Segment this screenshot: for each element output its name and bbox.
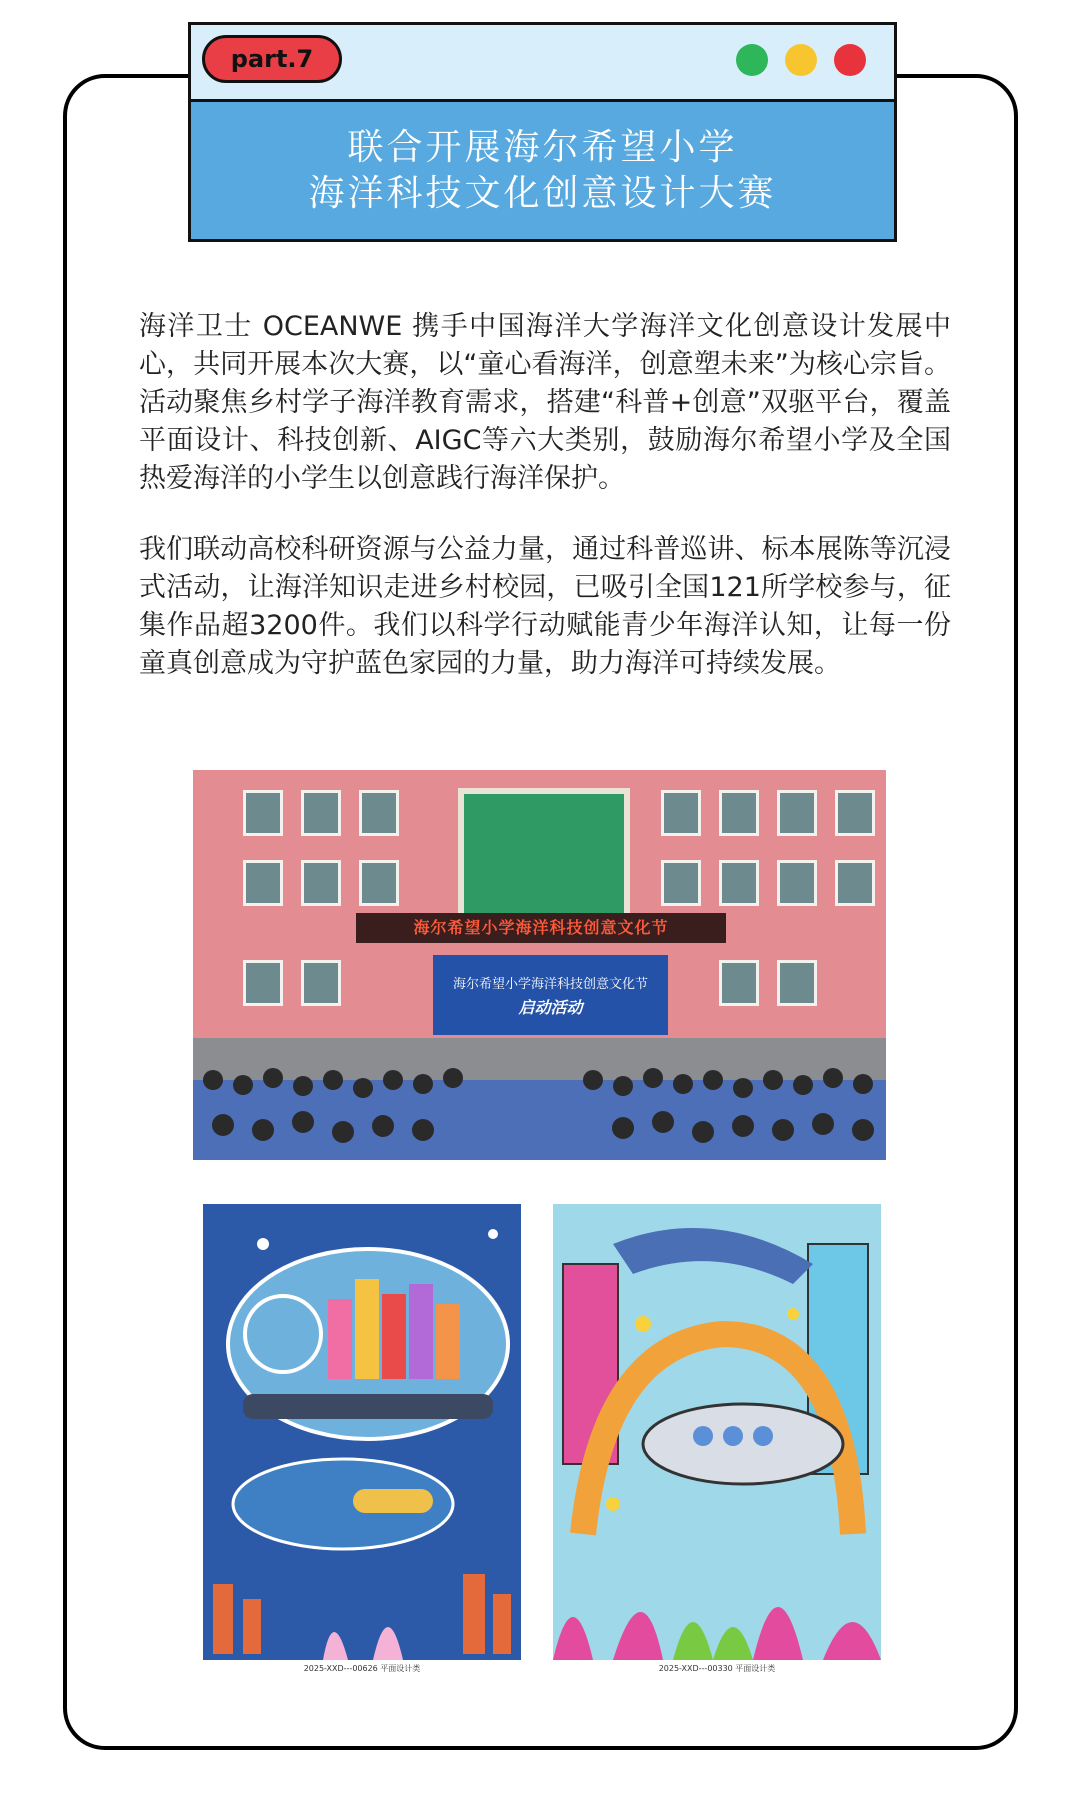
impact-paragraph: 我们联动高校科研资源与公益力量，通过科普巡讲、标本展陈等沉浸式活动，让海洋知识走进乡村校园，已吸引全国121所学校参与，征集作品超3200件。我们以科学行动赋能青少年海洋认知，让每一份童真创意成为守护蓝色家园的力量，助力海洋可持续发展。	[139, 534, 951, 679]
artwork-caption: 2025-XXD---00626 平面设计类	[303, 1664, 421, 1673]
part-badge: part.7	[202, 35, 342, 83]
stage-title: 海尔希望小学海洋科技创意文化节	[452, 977, 648, 992]
led-banner: 海尔希望小学海洋科技创意文化节	[356, 913, 726, 943]
building-window	[719, 790, 759, 836]
window-titlebar	[191, 25, 894, 102]
title-panel	[191, 102, 894, 239]
title-line-2: 海洋科技文化创意设计大赛	[308, 172, 777, 214]
artwork-caption: 2025-XXD---00330 平面设计类	[658, 1664, 776, 1673]
artwork-whale-city	[203, 1204, 521, 1660]
building-window	[777, 860, 817, 906]
building-window	[777, 790, 817, 836]
title-window	[188, 22, 897, 242]
building-window	[359, 860, 399, 906]
red-dot-icon	[834, 44, 866, 76]
event-photo	[193, 770, 886, 1160]
building-window	[243, 790, 283, 836]
building-window	[243, 960, 283, 1006]
building-window	[835, 860, 875, 906]
building-window	[835, 790, 875, 836]
audience-crowd	[193, 1050, 886, 1160]
building-window	[661, 790, 701, 836]
building-window	[301, 960, 341, 1006]
building-window	[719, 860, 759, 906]
green-dot-icon	[736, 44, 768, 76]
building-window	[359, 790, 399, 836]
building-window	[301, 790, 341, 836]
stage-backdrop	[433, 955, 668, 1035]
intro-paragraph: 海洋卫士 OCEANWE 携手中国海洋大学海洋文化创意设计发展中心，共同开展本次大赛，以“童心看海洋，创意塑未来”为核心宗旨。活动聚焦乡村学子海洋教育需求，搭建“科普+创意”双驱平台，覆盖平面设计、科技创新、AIGC等六大类别，鼓励海尔希望小学及全国热爱海洋的小学生以创意践行海洋保护。	[139, 311, 951, 494]
building-window	[777, 960, 817, 1006]
building-window	[719, 960, 759, 1006]
building-window	[243, 860, 283, 906]
building-window	[661, 860, 701, 906]
building-window	[301, 860, 341, 906]
stage-subtitle: 启动活动	[518, 998, 583, 1017]
artwork-submarine-reef	[553, 1204, 881, 1660]
title-line-1: 联合开展海尔希望小学	[347, 126, 738, 168]
yellow-dot-icon	[785, 44, 817, 76]
